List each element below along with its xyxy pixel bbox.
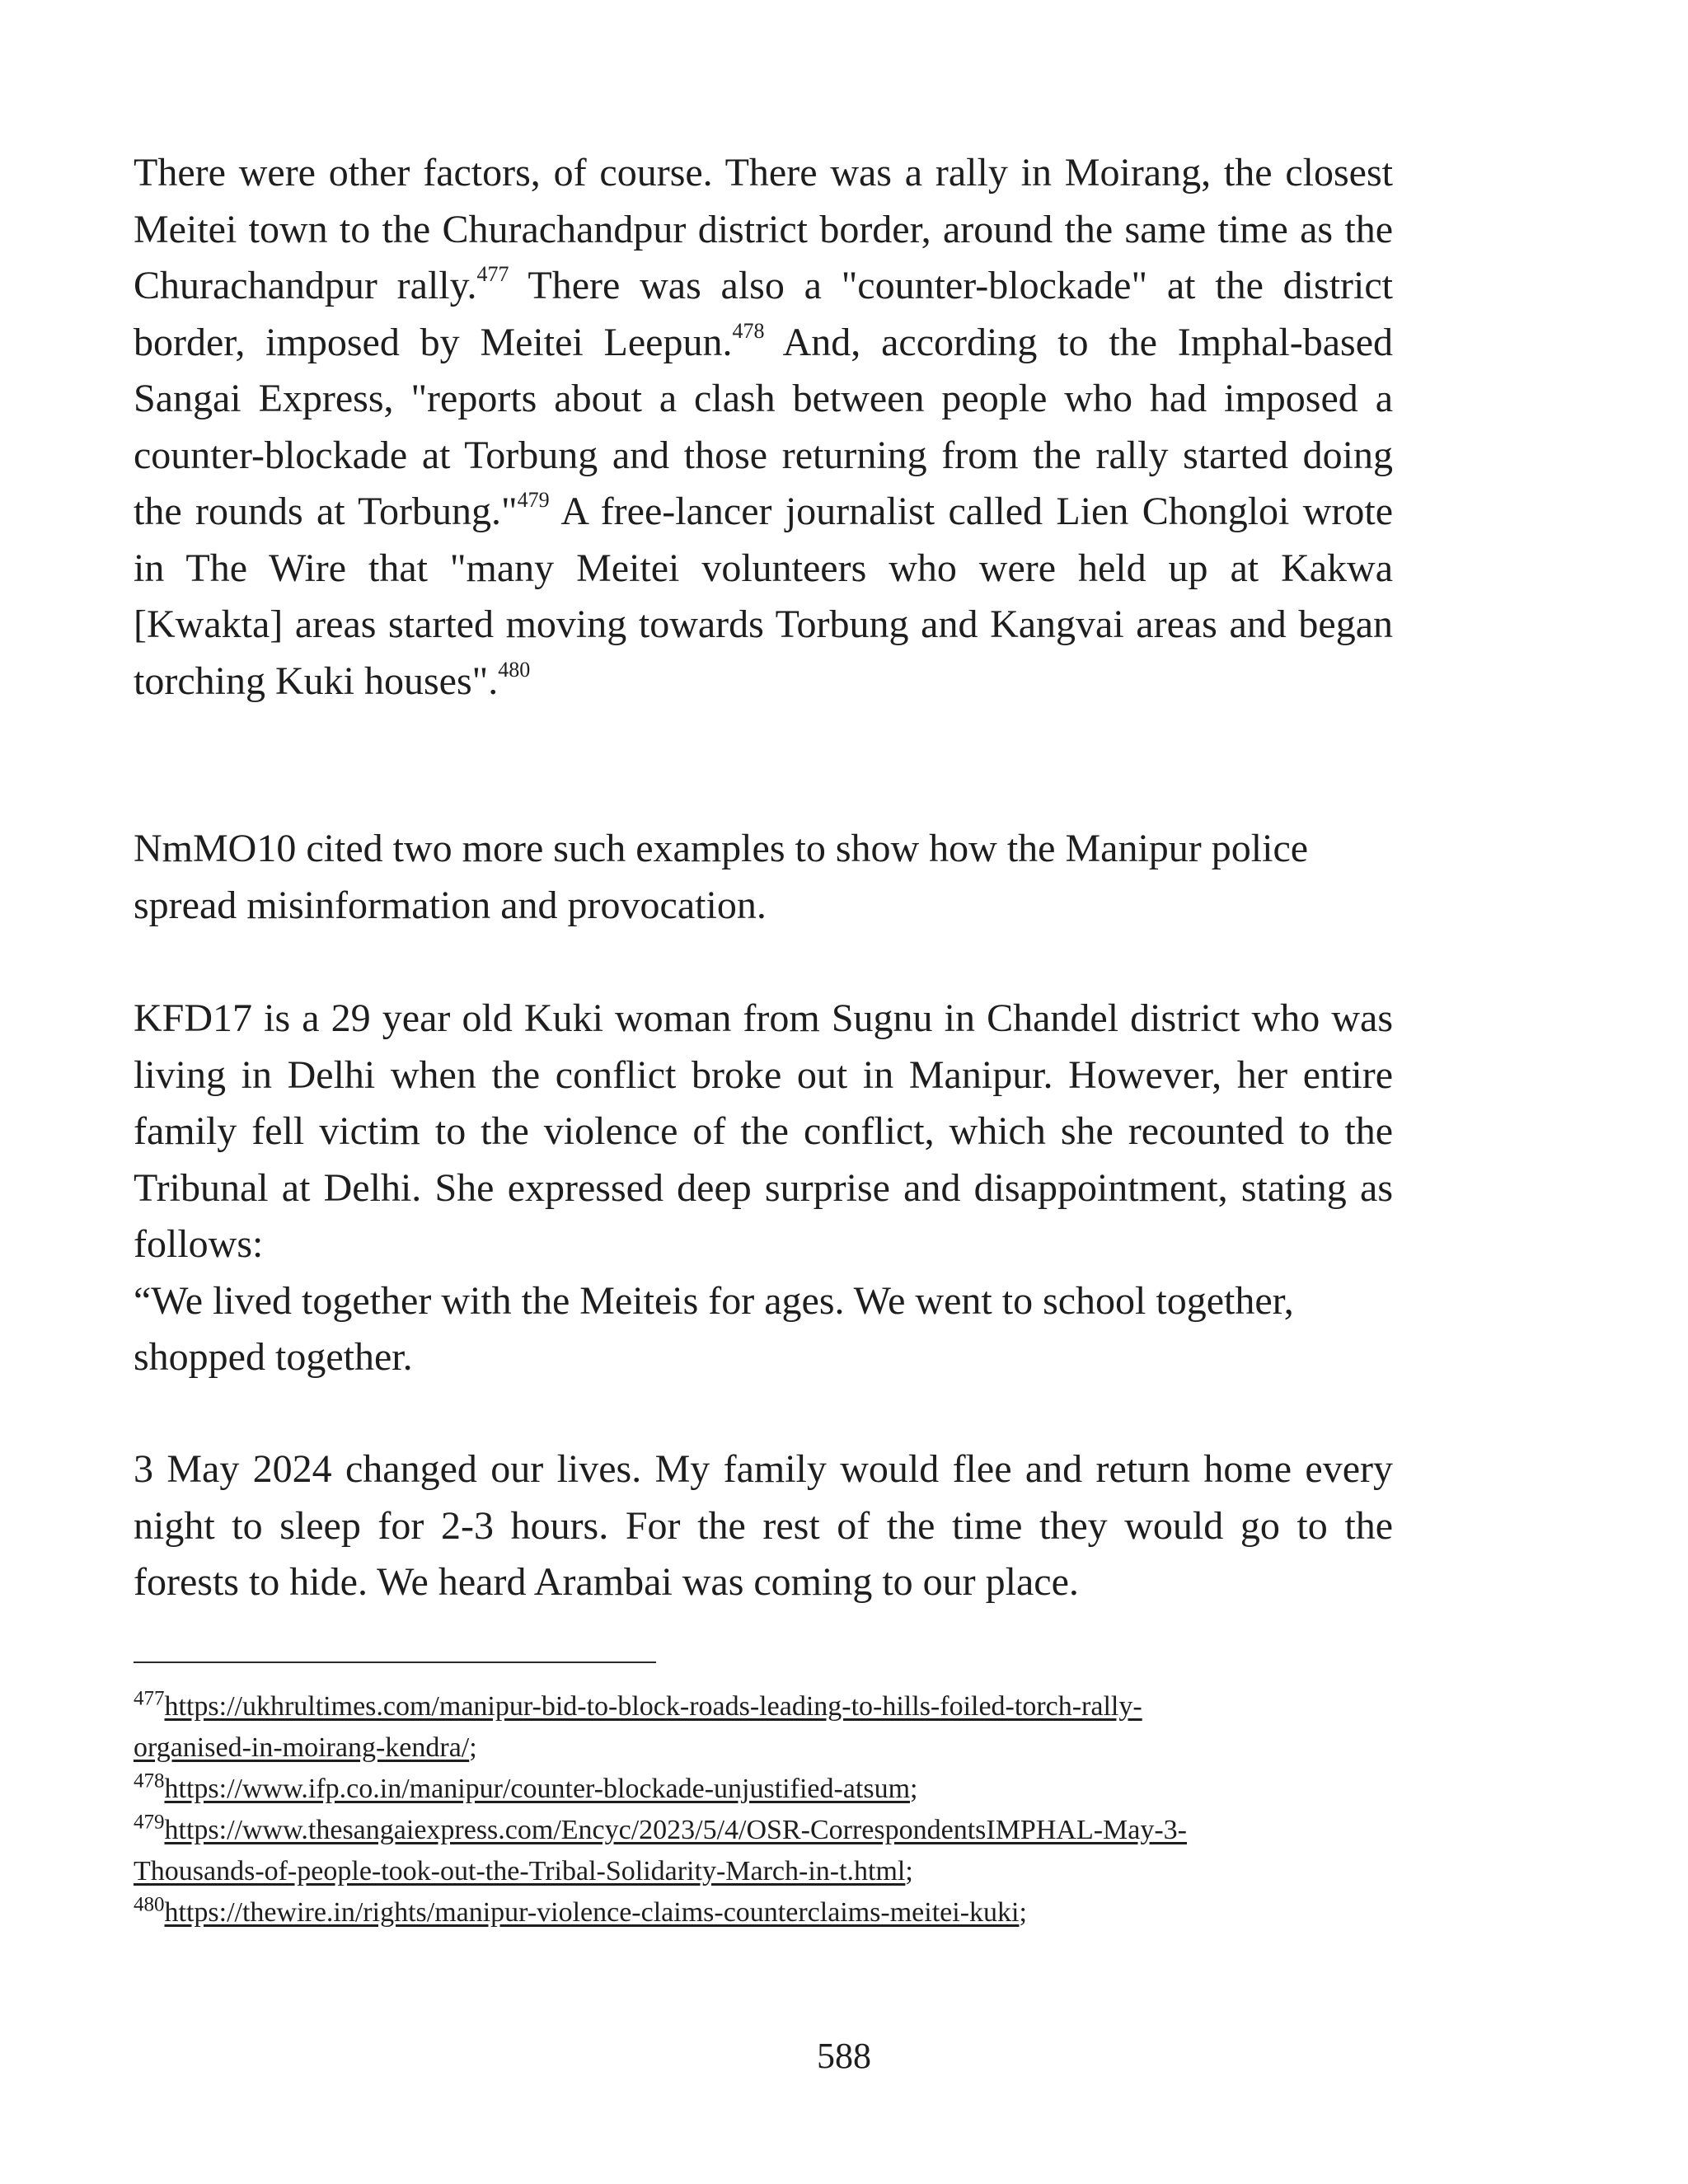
footnote-ref-477[interactable]: 477: [476, 262, 509, 286]
paragraph-text: And, according to the Imphal-based Sangai Express, "reports about a clash between people who had imposed a counter-blockade at Torbung and those returning from the rally started doing the rounds at Torbung.": [134, 320, 1393, 533]
footnote-link[interactable]: https://ukhrultimes.com/manipur-bid-to-block-roads-leading-to-hills-foiled-torch-rally-: [164, 1691, 1142, 1722]
paragraph-nmmo10: NmMO10 cited two more such examples to show how the Manipur police spread misinformation and provocation.: [134, 827, 1309, 927]
footnote-ref-478[interactable]: 478: [732, 318, 765, 343]
footnote-number: 479: [134, 1811, 165, 1834]
footnote-number: 477: [134, 1687, 165, 1710]
footnote-number: 478: [134, 1769, 165, 1793]
footnote-480: [134, 1892, 1452, 1933]
footnote-link[interactable]: Thousands-of-people-took-out-the-Tribal-Solidarity-March-in-t.html: [134, 1856, 906, 1886]
footnote-ref-480[interactable]: 480: [498, 657, 531, 682]
footnote-link[interactable]: https://www.ifp.co.in/manipur/counter-blockade-unjustified-atsum: [164, 1774, 911, 1804]
paragraph-kfd17: KFD17 is a 29 year old Kuki woman from Sugnu in Chandel district who was living in Delhi when the conflict broke out in Manipur. However, her entire family fell victim to the violence of the conflict, which she recounted to the Tribunal at Delhi. She expressed deep surprise and disappointment, stating as follows:: [134, 996, 1393, 1266]
footnote-link[interactable]: https://thewire.in/rights/manipur-violence-claims-counterclaims-meitei-kuki: [164, 1897, 1020, 1928]
footnote-link[interactable]: organised-in-moirang-kendra/: [134, 1732, 470, 1763]
footnote-suffix: ;: [905, 1856, 913, 1886]
footnote-suffix: ;: [469, 1732, 477, 1763]
footnote-ref-479[interactable]: 479: [517, 488, 550, 512]
footnote-479: [134, 1810, 1452, 1892]
paragraph-3-may: 3 May 2024 changed our lives. My family would flee and return home every night to sleep for 2-3 hours. For the rest of the time they would go to the forests to hide. We heard Arambai was coming to our place.: [134, 1447, 1393, 1604]
paragraph-other-factors: [134, 145, 1393, 710]
paragraph-text: There was also a "counter-blockade" at the district border, imposed by Meitei Leepun.: [134, 264, 1393, 364]
footnote-link[interactable]: https://www.thesangaiexpress.com/Encyc/2023/5/4/OSR-CorrespondentsIMPHAL-May-3-: [164, 1815, 1188, 1845]
paragraph-text: A free-lancer journalist called Lien Chongloi wrote in The Wire that "many Meitei volunteers who were held up at Kakwa [Kwakta] areas started moving towards Torbung and Kangvai areas and began torching Kuki houses".: [134, 490, 1394, 703]
footnote-number: 480: [134, 1893, 165, 1916]
testimony-block: [134, 991, 1393, 1386]
footnotes: [134, 1686, 1452, 1933]
footnote-477: [134, 1686, 1452, 1769]
footnote-separator: [134, 1661, 656, 1663]
footnote-suffix: ;: [1019, 1897, 1027, 1928]
footnote-478: [134, 1769, 1452, 1810]
footnote-suffix: ;: [910, 1774, 918, 1804]
page-number: 588: [817, 2036, 871, 2076]
paragraph-quote-start: “We lived together with the Meiteis for ages. We went to school together, shopped together.: [134, 1278, 1294, 1379]
paragraph-text: There were other factors, of course. There was a rally in Moirang, the closest Meitei town to the Churachandpur district border, around the same time as the Churachandpur rally.: [134, 151, 1393, 307]
